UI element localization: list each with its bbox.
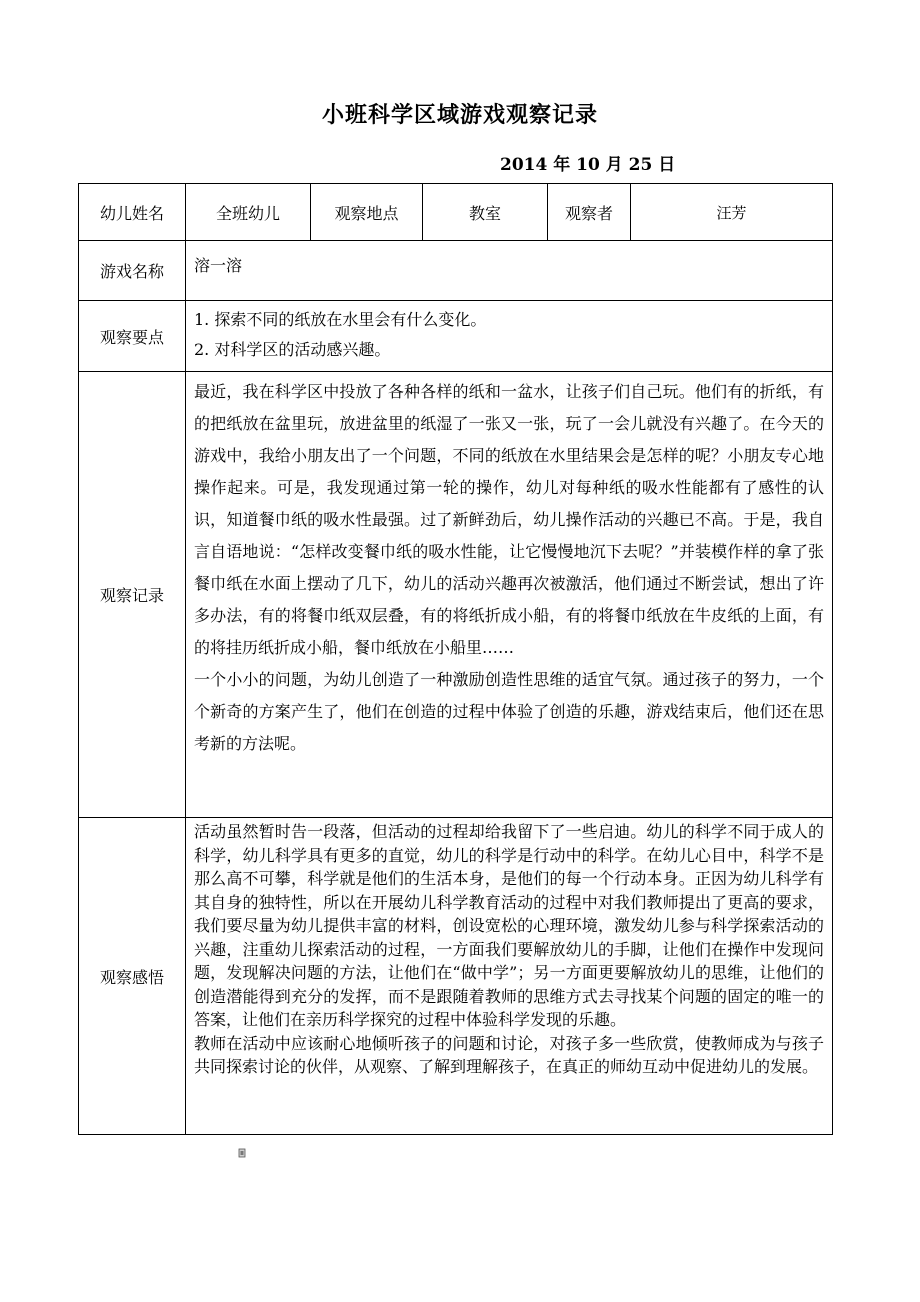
game-name-row bbox=[79, 241, 833, 301]
observation-table bbox=[78, 183, 833, 1135]
reflection-paragraph: 教师在活动中应该耐心地倾听孩子的问题和讨论，对孩子多一些欣赏，使教师成为与孩子共同探索讨论的伙伴，从观察、了解到理解孩子，在真正的师幼互动中促进幼儿的发展。 bbox=[194, 1033, 824, 1076]
reflection-row bbox=[79, 818, 833, 1135]
observer-label: 观察者 bbox=[548, 184, 631, 241]
key-point-item: 2. 对科学区的活动感兴趣。 bbox=[194, 340, 391, 359]
record-row bbox=[79, 372, 833, 818]
small-image-icon bbox=[238, 1148, 246, 1158]
key-points-row bbox=[79, 301, 833, 372]
game-name-label: 游戏名称 bbox=[79, 241, 186, 301]
key-points-label: 观察要点 bbox=[79, 301, 186, 372]
key-points-cell bbox=[186, 301, 833, 372]
record-paragraph: 一个小小的问题，为幼儿创造了一种激励创造性思维的适宜气氛。通过孩子的努力，一个个新奇的方案产生了，他们在创造的过程中体验了创造的乐趣，游戏结束后，他们还在思考新的方法呢。 bbox=[194, 670, 824, 753]
location-label: 观察地点 bbox=[311, 184, 423, 241]
reflection-content bbox=[186, 818, 833, 1135]
game-name-value: 溶一溶 bbox=[186, 241, 833, 301]
reflection-label: 观察感悟 bbox=[79, 818, 186, 1135]
observer-value: 汪芳 bbox=[631, 184, 833, 241]
document-title: 小班科学区域游戏观察记录 bbox=[321, 102, 598, 128]
record-content bbox=[186, 372, 833, 818]
info-row bbox=[79, 184, 833, 241]
child-name-label: 幼儿姓名 bbox=[79, 184, 186, 241]
record-label: 观察记录 bbox=[79, 372, 186, 818]
key-point-item: 1. 探索不同的纸放在水里会有什么变化。 bbox=[194, 310, 487, 329]
location-value: 教室 bbox=[423, 184, 548, 241]
child-name-value: 全班幼儿 bbox=[186, 184, 311, 241]
record-date: 2014 年 10 月 25 日 bbox=[500, 155, 676, 175]
reflection-paragraph: 活动虽然暂时告一段落，但活动的过程却给我留下了一些启迪。幼儿的科学不同于成人的科学，幼儿科学具有更多的直觉，幼儿的科学是行动中的科学。在幼儿心目中，科学不是那么高不可攀，科学就是他们的生活本身，是他们的每一个行动本身。正因为幼儿科学有其自身的独特性，所以在开展幼儿科学教育活动的过程中对我们教师提出了更高的要求，我们要尽量为幼儿提供丰富的材料，创设宽松的心理环境，激发幼儿参与科学探索活动的兴趣，注重幼儿探索活动的过程，一方面我们要解放幼儿的手脚，让他们在操作中发现问题，发现解决问题的方法，让他们在“做中学”；另一方面更要解放幼儿的思维，让他们的创造潜能得到充分的发挥，而不是跟随着教师的思维方式去寻找某个问题的固定的唯一的答案，让他们在亲历科学探究的过程中体验科学发现的乐趣。 bbox=[194, 822, 824, 1029]
record-paragraph: 最近，我在科学区中投放了各种各样的纸和一盆水，让孩子们自己玩。他们有的折纸，有的把纸放在盆里玩，放进盆里的纸湿了一张又一张，玩了一会儿就没有兴趣了。在今天的游戏中，我给小朋友出了一个问题，不同的纸放在水里结果会是怎样的呢？小朋友专心地操作起来。可是，我发现通过第一轮的操作，幼儿对每种纸的吸水性能都有了感性的认识，知道餐巾纸的吸水性最强。过了新鲜劲后，幼儿操作活动的兴趣已不高。于是，我自言自语地说：“怎样改变餐巾纸的吸水性能，让它慢慢地沉下去呢？”并装模作样的拿了张餐巾纸在水面上摆动了几下，幼儿的活动兴趣再次被激活，他们通过不断尝试，想出了许多办法，有的将餐巾纸双层叠，有的将纸折成小船，有的将餐巾纸放在牛皮纸的上面，有的将挂历纸折成小船，餐巾纸放在小船里…… bbox=[194, 382, 824, 657]
